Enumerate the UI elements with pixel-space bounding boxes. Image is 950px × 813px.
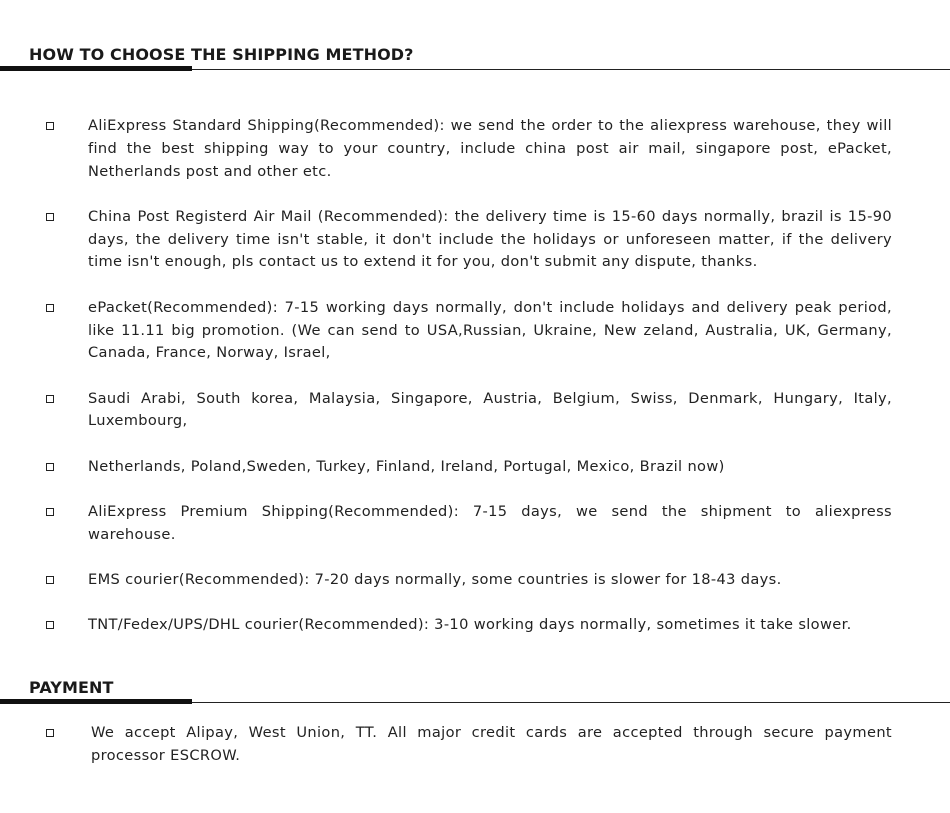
square-bullet-icon [46,576,54,584]
square-bullet-icon [46,304,54,312]
list-item-text: AliExpress Standard Shipping(Recommended): we send the order to the aliexpress warehouse, they will find the best shipping way to your country, include china post air mail, singapore post, ePacket, Netherlands post and other etc. [88,117,892,180]
list-item-text: Netherlands, Poland,Sweden, Turkey, Finland, Ireland, Portugal, Mexico, Brazil now) [88,457,725,475]
square-bullet-icon [46,213,54,221]
list-item-text: We accept Alipay, West Union, TT. All major credit cards are accepted through secure payment processor ESCROW. [91,724,892,764]
payment-list [0,722,950,768]
list-item-text: Saudi Arabi, South korea, Malaysia, Singapore, Austria, Belgium, Swiss, Denmark, Hungary, Italy, Luxembourg, [88,389,892,430]
square-bullet-icon [46,463,54,471]
shipping-divider-accent [0,66,192,71]
list-item [0,722,950,768]
square-bullet-icon [46,122,54,130]
square-bullet-icon [46,395,54,403]
square-bullet-icon [46,508,54,516]
list-item [0,206,950,274]
payment-divider-accent [0,699,192,704]
list-item-text: TNT/Fedex/UPS/DHL courier(Recommended): 3-10 working days normally, sometimes it take slower. [88,616,852,634]
list-item-text: AliExpress Premium Shipping(Recommended): 7-15 days, we send the shipment to aliexpress warehouse. [88,503,892,543]
list-item [0,614,950,637]
shipping-method-list [0,115,950,660]
shipping-title: HOW TO CHOOSE THE SHIPPING METHOD? [29,45,414,64]
list-item [0,569,950,592]
list-item-text: ePacket(Recommended): 7-15 working days normally, don't include holidays and delivery peak period, like 11.11 big promotion. (We can send to USA,Russian, Ukraine, New zeland, Australia, UK, Germany, Canada, France, Norway, Israel, [88,298,892,362]
payment-section [0,678,950,764]
payment-title: PAYMENT [29,678,114,697]
list-item [0,501,950,547]
list-item [0,115,950,183]
list-item-text: EMS courier(Recommended): 7-20 days normally, some countries is slower for 18-43 days. [88,571,782,589]
square-bullet-icon [46,621,54,629]
list-item [0,388,950,434]
payment-header [0,678,950,712]
list-item [0,456,950,479]
shipping-section [0,45,950,634]
list-item-text: China Post Registerd Air Mail (Recommended): the delivery time is 15-60 days normally, brazil is 15-90 days, the delivery time isn't stable, it don't include the holidays or unforeseen matter, if the delivery time isn't enough, pls contact us to extend it for you, don't submit any dispute, thanks. [88,207,892,271]
list-item [0,297,950,365]
square-bullet-icon [46,729,54,737]
shipping-header [0,45,950,79]
